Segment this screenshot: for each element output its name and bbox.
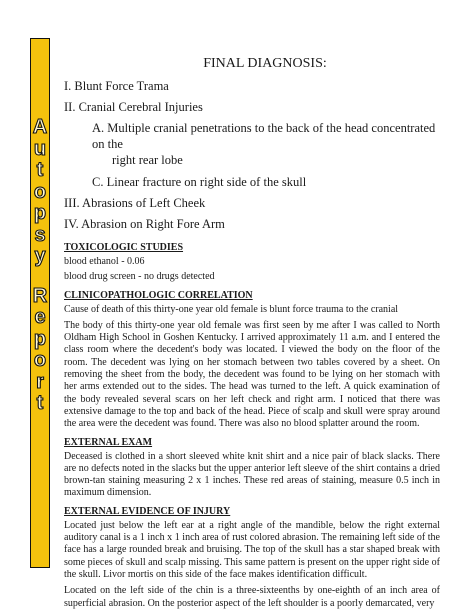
diagnosis-item	[62, 216, 440, 232]
clinico-paragraph: Cause of death of this thirty-one year old female is blunt force trauma to the cranial	[64, 303, 399, 315]
sidebar-letter: y	[34, 245, 46, 267]
diagnosis-text: III. Abrasions of Left Cheek	[64, 196, 206, 210]
toxicology-line: blood drug screen - no drugs detected	[64, 271, 215, 283]
sidebar-vertical-title	[31, 117, 49, 415]
autopsy-report-sidebar	[30, 38, 50, 568]
external-exam-paragraph: Deceased is clothed in a short sleeved white knit shirt and a nice pair of black slacks. There are no defects noted in the slacks but the upper anterior left sleeve of the shirt contains a dried brown-tan staining measuring 2 x 1 inches. These red areas of staining, measure 0.5 inch in maximum dimension.	[64, 450, 440, 499]
diagnosis-text: C. Linear fracture on right side of the skull	[92, 175, 307, 189]
sidebar-letter: o	[33, 180, 47, 203]
diagnosis-item	[62, 195, 440, 211]
sidebar-letter: A	[32, 116, 48, 138]
sidebar-letter: R	[32, 284, 48, 307]
report-body	[62, 56, 440, 614]
diagnosis-text-continuation: right rear lobe	[112, 153, 183, 167]
diagnosis-item	[62, 120, 440, 168]
sidebar-letter: p	[33, 327, 47, 350]
diagnosis-list	[62, 78, 440, 232]
sidebar-letter: e	[34, 306, 46, 328]
sidebar-letter: t	[36, 392, 44, 414]
diagnosis-item	[62, 174, 440, 190]
sidebar-letter: t	[36, 159, 44, 181]
page-title: FINAL DIAGNOSIS:	[203, 56, 327, 71]
toxicology-line: blood ethanol - 0.06	[64, 256, 145, 267]
sidebar-letter: o	[33, 349, 47, 371]
sidebar-letter: s	[34, 223, 46, 246]
diagnosis-text: II. Cranial Cerebral Injuries	[64, 100, 203, 114]
sidebar-letter: u	[33, 137, 47, 160]
external-evidence-paragraph: Located on the left side of the chin is a three-sixteenths by one-eighth of an inch area of superficial abrasion. On the posterior aspect of the left shoulder is a poorly demarcated, very	[64, 585, 440, 609]
sidebar-letter: r	[36, 370, 44, 393]
diagnosis-text: I. Blunt Force Trama	[64, 79, 169, 93]
diagnosis-text: A. Multiple cranial penetrations to the back of the head concentrated on the	[92, 121, 436, 151]
clinicopathologic-heading: CLINICOPATHOLOGIC CORRELATION	[64, 289, 253, 301]
diagnosis-text: IV. Abrasion on Right Fore Arm	[64, 217, 225, 231]
clinico-paragraph: The body of this thirty-one year old female was first seen by me after I was called to North Oldham High School in Goshen Kentucky. I arrived approximately 11 a.m. and I entered the class room where the decedent's body was located. I viewed the body on the floor of the room. The decedent was lying on her stomach between two tables covered by a sheet. On removing the sheet from the body, the decedent was found to be lying on her stomach with her arms extended out to the sides. The head was turned to the left. A quick examination of the body revealed several scars on her left check and right arm. I noticed that there was extensive damage to the top and back of the head. Piece of scalp and skull were spray around the area were the decedent was found. There was also no blood splatter around the room.	[64, 319, 440, 430]
sidebar-letter: p	[33, 202, 47, 224]
toxicologic-heading: TOXICOLOGIC STUDIES	[64, 242, 184, 253]
diagnosis-item	[62, 99, 440, 115]
external-evidence-heading: EXTERNAL EVIDENCE OF INJURY	[64, 505, 231, 517]
external-exam-heading: EXTERNAL EXAM	[64, 436, 153, 448]
external-evidence-paragraph: Located just below the left ear at a right angle of the mandible, below the right external auditory canal is a 1 inch x 1 inch area of rust colored abrasion. The remaining left side of the face has a large rounded break and bruising. The top of the skull has a star shaped break with some pieces of skull and scalp missing. This same pattern is present on the upper right side of the skull. Livor mortis on this side of the face makes identification difficult.	[64, 519, 440, 580]
diagnosis-item	[62, 78, 440, 94]
